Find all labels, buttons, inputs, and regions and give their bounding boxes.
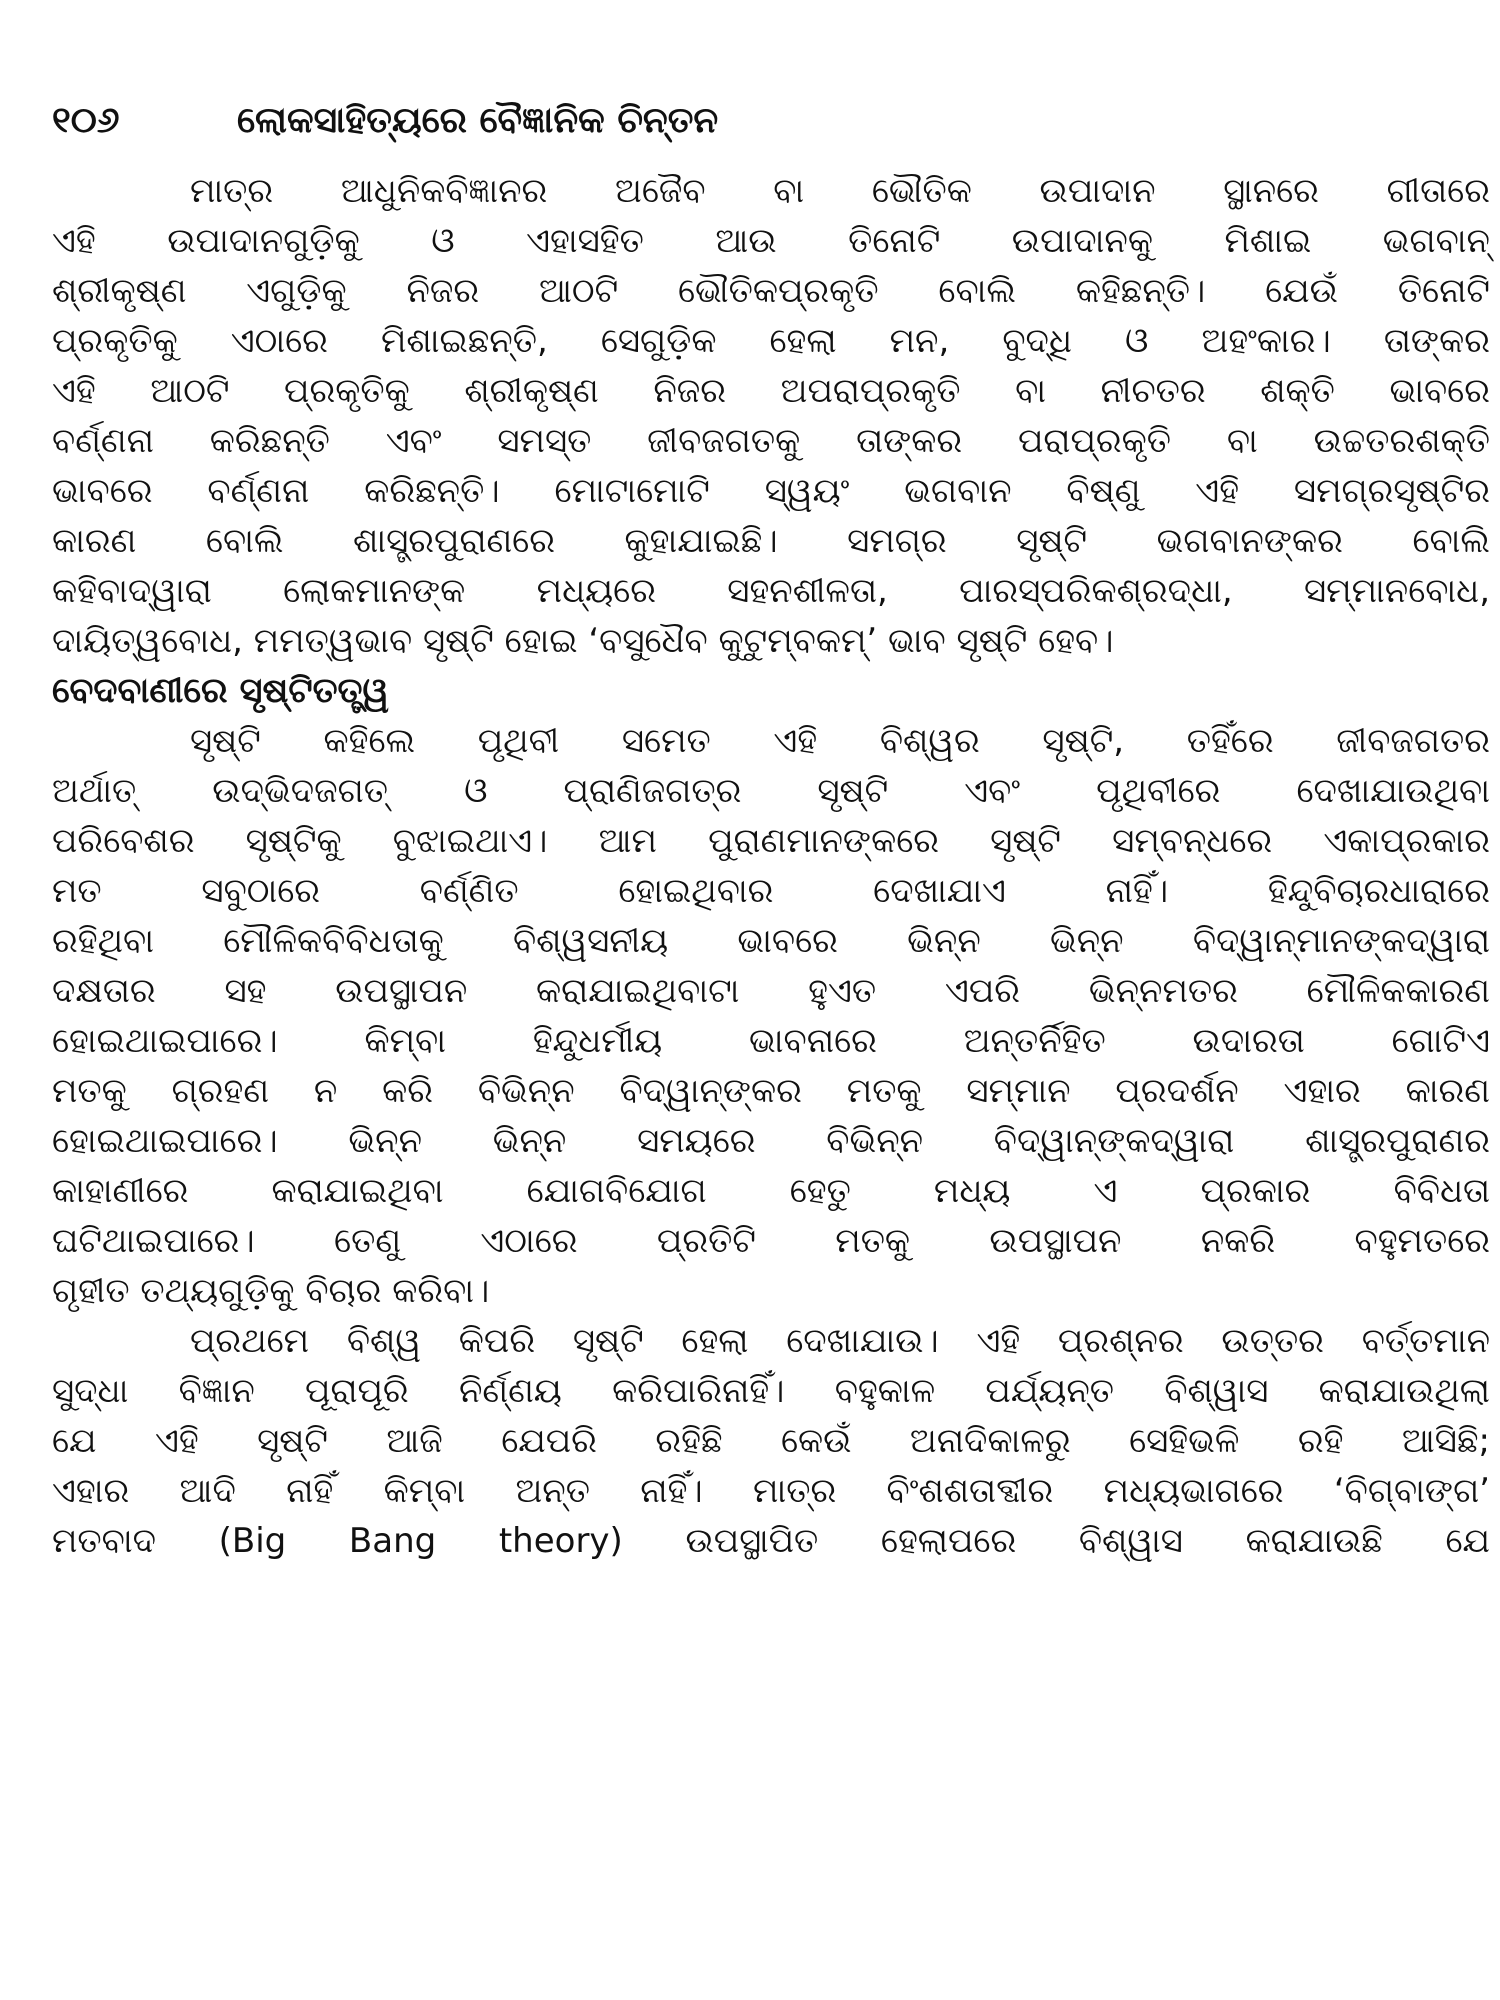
running-header xyxy=(52,100,718,142)
paragraph-2-line-2: ଅର୍ଥାତ୍ ଉଦ୍ଭିଦଜଗତ୍ ଓ ପ୍ରାଣିଜଗତ୍‌ର ସୃଷ୍ଟି ଏବଂ ପୃଥିବୀରେ ଦେଖାଯାଉଥିବା xyxy=(52,771,1490,811)
paragraph-1-line-8: କାରଣ ବୋଲି ଶାସ୍ତ୍ରପୁରାଣରେ କୁହାଯାଇଛି। ସମଗ୍ର ସୃଷ୍ଟି ଭଗବାନଙ୍କର ବୋଲି xyxy=(52,521,1490,561)
paragraph-1-line-1: ମାତ୍ର ଆଧୁନିକବିଜ୍ଞାନର ଅଜୈବ ବା ଭୌତିକ ଉପାଦାନ ସ୍ଥାନରେ ଗୀତାରେ xyxy=(190,171,1490,211)
running-title: ଲୋକସାହିତ୍ୟରେ ବୈଜ୍ଞାନିକ ଚିନ୍ତନ xyxy=(237,100,719,141)
paragraph-2-line-10: କାହାଣୀରେ କରାଯାଇଥିବା ଯୋଗବିଯୋଗ ହେତୁ ମଧ୍ୟ ଏ ପ୍ରକାର ବିବିଧତା xyxy=(52,1171,1490,1211)
paragraph-2-line-3: ପରିବେଶର ସୃଷ୍ଟିକୁ ବୁଝାଇଥାଏ। ଆମ ପୁରାଣମାନଙ୍କରେ ସୃଷ୍ଟି ସମ୍ବନ୍ଧରେ ଏକାପ୍ରକାର xyxy=(52,821,1490,861)
paragraph-3-line-3: ଯେ ଏହି ସୃଷ୍ଟି ଆଜି ଯେପରି ରହିଛି କେଉଁ ଅନାଦିକାଳରୁ ସେହିଭଳି ରହି ଆସିଛି; xyxy=(52,1421,1490,1461)
paragraph-2-line-5: ରହିଥିବା ମୌଳିକବିବିଧତାକୁ ବିଶ୍ୱସନୀୟ ଭାବରେ ଭିନ୍ନ ଭିନ୍ନ ବିଦ୍ୱାନ୍‌ମାନଙ୍କଦ୍ୱାରା xyxy=(52,921,1490,961)
paragraph-1-line-10: ଦାୟିତ୍ୱବୋଧ, ମମତ୍ୱଭାବ ସୃଷ୍ଟି ହୋଇ ‘ବସୁଧୈବ କୁଟୁମ୍ବକମ୍’ ଭାବ ସୃଷ୍ଟି ହେବ। xyxy=(52,621,1114,661)
paragraph-1-line-6: ବର୍ଣ୍ଣନା କରିଛନ୍ତି ଏବଂ ସମସ୍ତ ଜୀବଜଗତକୁ ତାଙ୍କର ପରାପ୍ରକୃତି ବା ଉଚ୍ଚତରଶକ୍ତି xyxy=(52,421,1490,461)
paragraph-2-line-7: ହୋଇଥାଇପାରେ। କିମ୍ବା ହିନ୍ଦୁଧର୍ମୀୟ ଭାବନାରେ ଅନ୍ତର୍ନିହିତ ଉଦାରତା ଗୋଟିଏ xyxy=(52,1021,1490,1061)
paragraph-2-line-9: ହୋଇଥାଇପାରେ। ଭିନ୍ନ ଭିନ୍ନ ସମୟରେ ବିଭିନ୍ନ ବିଦ୍ୱାନ୍‌ଙ୍କଦ୍ୱାରା ଶାସ୍ତ୍ରପୁରାଣର xyxy=(52,1121,1490,1161)
paragraph-1-line-9: କହିବାଦ୍ୱାରା ଲୋକମାନଙ୍କ ମଧ୍ୟରେ ସହନଶୀଳତା, ପାରସ୍ପରିକଶ୍ରଦ୍ଧା, ସମ୍ମାନବୋଧ, xyxy=(52,571,1490,611)
paragraph-2-line-4: ମତ ସବୁଠାରେ ବର୍ଣ୍ଣିତ ହୋଇଥିବାର ଦେଖାଯାଏ ନାହିଁ। ହିନ୍ଦୁବିଚାରଧାରାରେ xyxy=(52,871,1490,911)
paragraph-2-line-12: ଗୃହୀତ ତଥ୍ୟଗୁଡ଼ିକୁ ବିଚାର କରିବା। xyxy=(52,1271,490,1311)
paragraph-1-line-4: ପ୍ରକୃତିକୁ ଏଠାରେ ମିଶାଇଛନ୍ତି, ସେଗୁଡ଼ିକ ହେଲା ମନ, ବୁଦ୍ଧି ଓ ଅହଂକାର। ତାଙ୍କର xyxy=(52,321,1490,361)
paragraph-2-line-6: ଦକ୍ଷତାର ସହ ଉପସ୍ଥାପନ କରାଯାଇଥିବାଟା ହୁଏତ ଏପରି ଭିନ୍ନମତର ମୌଳିକକାରଣ xyxy=(52,971,1490,1011)
paragraph-1-line-5: ଏହି ଆଠଟି ପ୍ରକୃତିକୁ ଶ୍ରୀକୃଷ୍ଣ ନିଜର ଅପରାପ୍ରକୃତି ବା ନୀଚତର ଶକ୍ତି ଭାବରେ xyxy=(52,371,1490,411)
paragraph-1-line-3: ଶ୍ରୀକୃଷ୍ଣ ଏଗୁଡ଼ିକୁ ନିଜର ଆଠଟି ଭୌତିକପ୍ରକୃତି ବୋଲି କହିଛନ୍ତି। ଯେଉଁ ତିନୋଟି xyxy=(52,271,1490,311)
paragraph-3-line-5: ମତବାଦ (Big Bang theory) ଉପସ୍ଥାପିତ ହେଲାପରେ ବିଶ୍ୱାସ କରାଯାଉଛି ଯେ xyxy=(52,1521,1490,1561)
paragraph-2-line-1: ସୃଷ୍ଟି କହିଲେ ପୃଥିବୀ ସମେତ ଏହି ବିଶ୍ୱର ସୃଷ୍ଟି, ତହିଁରେ ଜୀବଜଗତର xyxy=(190,721,1490,761)
paragraph-2-line-11: ଘଟିଥାଇପାରେ। ତେଣୁ ଏଠାରେ ପ୍ରତିଟି ମତକୁ ଉପସ୍ଥାପନ ନକରି ବହୁମତରେ xyxy=(52,1221,1490,1261)
paragraph-2-line-8: ମତକୁ ଗ୍ରହଣ ନ କରି ବିଭିନ୍ନ ବିଦ୍ୱାନ୍‌ଙ୍କର ମତକୁ ସମ୍ମାନ ପ୍ରଦର୍ଶନ ଏହାର କାରଣ xyxy=(52,1071,1490,1111)
paragraph-3-line-1: ପ୍ରଥମେ ବିଶ୍ୱ କିପରି ସୃଷ୍ଟି ହେଲା ଦେଖାଯାଉ। ଏହି ପ୍ରଶ୍ନର ଉତ୍ତର ବର୍ତ୍ତମାନ xyxy=(190,1321,1490,1361)
paragraph-1-line-2: ଏହି ଉପାଦାନଗୁଡ଼ିକୁ ଓ ଏହାସହିତ ଆଉ ତିନୋଟି ଉପାଦାନକୁ ମିଶାଇ ଭଗବାନ୍ xyxy=(52,221,1490,261)
page-number: ୧୦୬ xyxy=(52,100,120,141)
paragraph-1-line-7: ଭାବରେ ବର୍ଣ୍ଣନା କରିଛନ୍ତି। ମୋଟାମୋଟି ସ୍ୱୟଂ ଭଗବାନ ବିଷ୍ଣୁ ଏହି ସମଗ୍ରସୃଷ୍ଟିର xyxy=(52,471,1490,511)
paragraph-3-line-4: ଏହାର ଆଦି ନାହିଁ କିମ୍ବା ଅନ୍ତ ନାହିଁ। ମାତ୍ର ବିଂଶଶତାବ୍ଦୀର ମଧ୍ୟଭାଗରେ ‘ବିଗ୍‌ବାଙ୍ଗ’ xyxy=(52,1471,1490,1511)
paragraph-3-line-2: ସୁଦ୍ଧା ବିଜ୍ଞାନ ପୂରାପୂରି ନିର୍ଣ୍ଣୟ କରିପାରିନାହିଁ। ବହୁକାଳ ପର୍ଯ୍ୟନ୍ତ ବିଶ୍ୱାସ କରାଯାଉଥିଲା xyxy=(52,1371,1490,1411)
section-heading: ବେଦବାଣୀରେ ସୃଷ୍ଟିତତ୍ତ୍ୱ xyxy=(52,671,389,711)
